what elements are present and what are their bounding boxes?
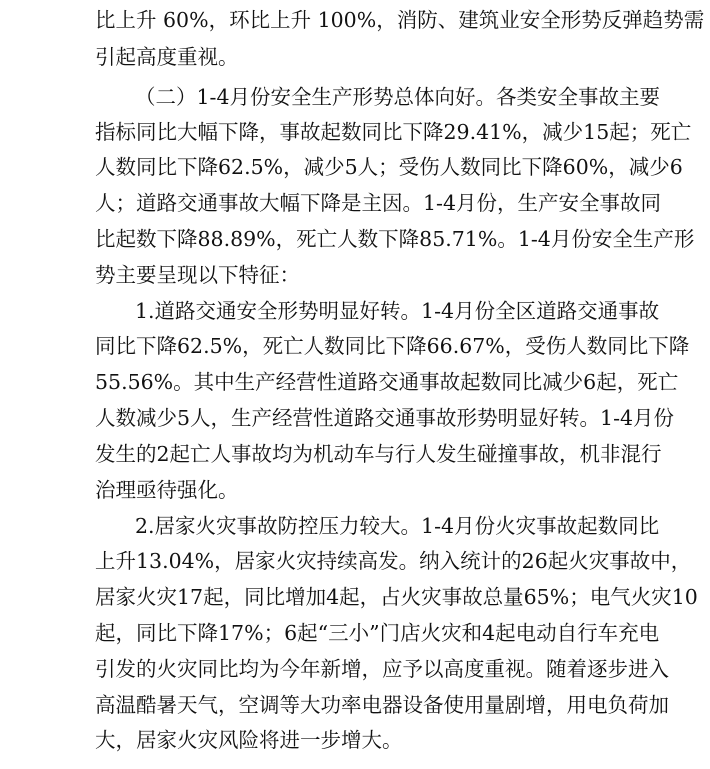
text-line: 人数减少5人，生产经营性道路交通事故形势明显好转。1-4月份 [95, 406, 675, 430]
text-line: 高温酷暑天气，空调等大功率电器设备使用量剧增，用电负荷加 [95, 693, 669, 717]
text-line: 居家火灾17起，同比增加4起，占火灾事故总量65%；电气火灾10 [95, 585, 698, 609]
text-line: 人；道路交通事故大幅下降是主因。1-4月份，生产安全事故同 [95, 191, 662, 215]
section-heading-line: （二）1-4月份安全生产形势总体向好。各类安全事故主要 [135, 85, 661, 109]
item-heading-line: 1.道路交通安全形势明显好转。1-4月份全区道路交通事故 [135, 299, 660, 323]
text-line: 势主要呈现以下特征： [95, 263, 300, 287]
text-line: 起，同比下降17%；6起“三小”门店火灾和4起电动自行车充电 [95, 621, 660, 645]
text-line: 指标同比大幅下降，事故起数同比下降29.41%，减少15起；死亡 [95, 120, 692, 144]
text-line: 治理亟待强化。 [95, 478, 239, 502]
text-line: 同比下降62.5%，死亡人数同比下降66.67%，受伤人数同比下降 [95, 334, 690, 358]
item-heading-line: 2.居家火灾事故防控压力较大。1-4月份火灾事故起数同比 [135, 514, 660, 538]
text-line: 比起数下降88.89%，死亡人数下降85.71%。1-4月份安全生产形 [95, 227, 695, 251]
text-line: 比上升 60%，环比上升 100%，消防、建筑业安全形势反弹趋势需 [95, 8, 705, 32]
text-line: 上升13.04%，居家火灾持续高发。纳入统计的26起火灾事故中， [95, 549, 692, 573]
text-line: 55.56%。其中生产经营性道路交通事故起数同比减少6起，死亡 [95, 370, 679, 394]
text-line: 引起高度重视。 [95, 45, 239, 69]
text-line: 引发的火灾同比均为今年新增，应予以高度重视。随着逐步进入 [95, 657, 669, 681]
text-line: 大，居家火灾风险将进一步增大。 [95, 728, 403, 752]
text-line: 人数同比下降62.5%，减少5人；受伤人数同比下降60%，减少6 [95, 155, 683, 179]
text-line: 发生的2起亡人事故均为机动车与行人发生碰撞事故，机非混行 [95, 442, 662, 466]
